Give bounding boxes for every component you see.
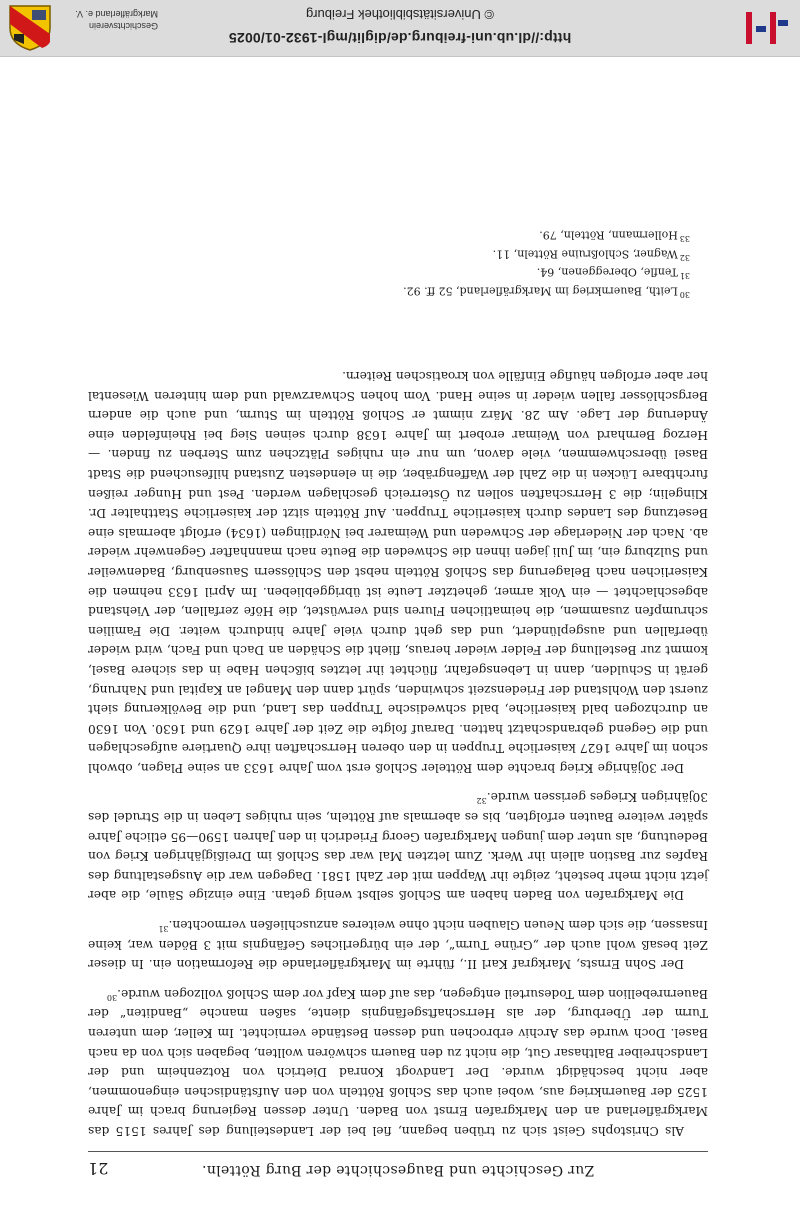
footnote: $^{31}$Tenfle, Obereggenen, 64.	[536, 265, 690, 281]
paragraph: Der Sohn Ernsts, Markgraf Karl II., führte im Markgräflerlande die Reformation ein. In dieser Zeit besaß wohl auch der „Grüne Turm“, der ein bürgerliches Gefängnis mit 3 Böden war, keine Insassen, die sich dem Neuen Glauben nicht ohne weiteres anzuschließen vermochten.$^{31}$	[88, 918, 708, 972]
paragraph: Die Markgrafen von Baden haben am Schloß selbst wenig getan. Eine einzige Säule, die aber jetzt nicht mehr besteht, zeigte ihr Wappen mit der Zahl 1581. Dagegen war die Ausgestaltung des Rapfes zur Bastion allein ihr Werk. Zum letzten Mal war das Schloß im Dreißigjährigen Krieg von Bedeutung, als unter dem jungen Markgrafen Georg Friedrich in den Jahren 1590—95 etliche Jahre später weitere Bauten erfolgten, bis es abermals auf Rötteln, sein ruhiges Leben in die Strudel des 30jährigen Krieges gerissen wurde.$^{32}$	[88, 790, 708, 903]
footnote: $^{30}$Leith, Bauernkrieg im Markgräflerland, 52 ff. 92.	[403, 284, 690, 299]
viewer-banner	[0, 0, 800, 57]
library-logo-icon[interactable]	[744, 6, 790, 50]
footnote-ref: 32	[476, 796, 487, 806]
society-branding	[8, 4, 158, 52]
header-rule	[88, 1151, 708, 1152]
footnote-ref: 30	[106, 992, 118, 1002]
paragraph: Der 30jährige Krieg brachte dem Rötteler Schloß erst vom Jahre 1633 an seine Plagen, obwohl schon im Jahre 1627 kaiserliche Truppen in den oberen Herrschaften ihre Quartiere aufgeschlagen und die Gegend gebrandschatzt hatten. Darauf folgte die Zeit der Jahre 1629 und 1630. Von 1630 an durchzogen bald kaiserliche, bald schwedische Truppen das Land, und die Bevölkerung sieht zuerst den Wohlstand der Friedenszeit schwinden, spürt dann den Mangel an Kapital und Nahrung, gerät in Schulden, dann in Lebensgefahr, flüchtet ihr letztes bißchen Habe in das sichere Basel, kommt zur Bestellung der Felder wieder heraus, flieht die Schäden an Dach und Fach, wird wieder überfallen und ausgeplündert, und das geht durch viele Jahre hindurch weiter. Die Familien schrumpfen zusammen, die heimatlichen Fluren sind verwüstet, die Höfe zerfallen, der Viehstand abgeschlachtet — ein Volk armer, gehetzter Leute ist übriggeblieben. Im April 1633 nehmen die Kaiserlichen nach Belagerung das Schloß Rötteln nebst den Schlössern Sausenburg, Badenweiler und Sulzburg ein, im Juli jagen ihnen die Schweden die Beute nach mannhafter Gegenwehr wieder ab. Nach der Niederlage der Schweden und Weimarer bei Nördlingen (1634) erfolgt abermals eine Besetzung des Landes durch kaiserliche Truppen. Auf Rötteln sitzt der kaiserliche Statthalter Dr. Klingelin; die 3 Herrschaften sollen zu Österreich geschlagen werden. Pest und Hunger reißen furchtbare Lücken in die Zahl der Waffengräber, die in elendesten Zustand hilfesuchend die Stadt Basel überschwemmen, viele davon, um nur ein ruhiges Plätzchen zum Sterben zu finden. — Herzog Bernhard von Weimar erobert im Jahre 1638 durch seinen Sieg bei Rheinfelden eine Änderung der Lage. Am 28. März nimmt er Schloß Rötteln im Sturm, und auch die andern Bergschlösser fallen wieder in seine Hand. Vom hohen Schwarzwald und dem hinteren Wiesental her aber erfolgen häufige Einfälle von kroatischen Reitern.	[88, 369, 708, 775]
copyright-text: © Universitätsbibliothek Freiburg	[305, 7, 495, 22]
coat-of-arms-icon	[8, 4, 52, 52]
banner-info	[210, 6, 590, 48]
footnote-ref: 31	[158, 924, 169, 934]
paragraph: Als Christophs Geist sich zu trüben begann, fiel bei der Landesteilung des Jahres 1515 das Markgräflerland an den Markgrafen Ernst von Baden. Unter dessen Regierung brach im Jahre 1525 der Bauernkrieg aus, wobei auch das Schloß Rötteln von den Aufständischen eingenommen, aber nicht beschädigt wurde. Der Landvogt Konrad Dietrich von Rotzenheim und der Landschreiber Balthasar Gut, die nicht zu den Bauern schwören wollten, begaben sich von da nach Basel. Doch wurde das Archiv erbrochen und dessen Bestände vernichtet. Im Keller, dem unteren Turm der Überburg, der als Herrschaftsgefängnis diente, saßen manche „Banditen“ der Bauernrebellion dem Todesurteil entgegen, das auf dem Kapf vor dem Schloß vollzogen wurde.$^{30}$	[88, 986, 708, 1138]
footnotes	[90, 227, 690, 302]
page-number: 21	[88, 1159, 109, 1178]
footnote: $^{32}$Wagner, Schloßruine Rötteln, 11.	[492, 247, 690, 262]
running-head-title: Zur Geschichte und Baugeschichte der Burg Rötteln.	[201, 1162, 595, 1178]
document-url-link[interactable]: http://dl.ub.uni-freiburg.de/diglit/mgl-1932-01/0025	[228, 30, 572, 46]
scanned-page	[0, 56, 800, 1232]
body-text	[88, 355, 708, 1140]
running-head	[88, 1154, 708, 1178]
society-name: Geschichtsverein Markgräflerland e. V.	[75, 9, 158, 31]
footnote: $^{33}$Hollermann, Rötteln, 79.	[539, 228, 690, 244]
